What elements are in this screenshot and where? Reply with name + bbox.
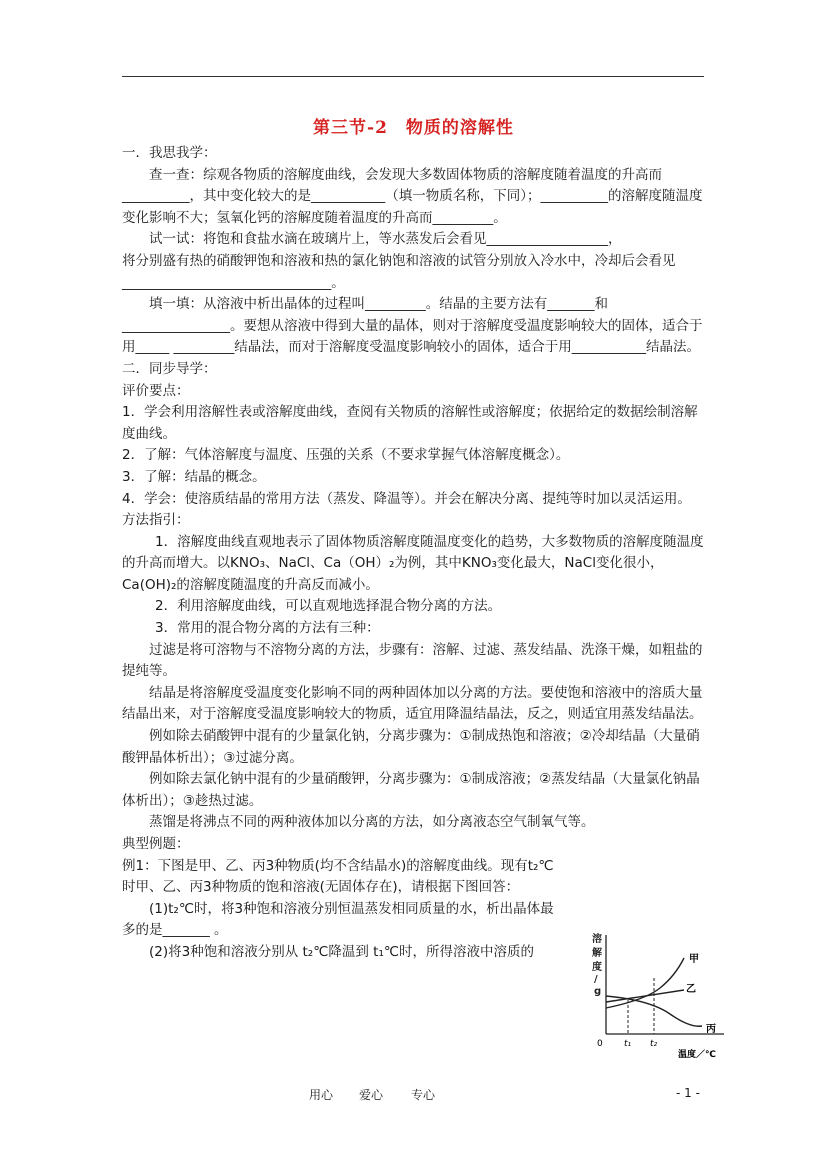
origin-label: 0 xyxy=(597,1039,603,1049)
paragraph: 过滤是将可溶物与不溶物分离的方法，步骤有：溶解、过滤、蒸发结晶、洗涤干燥，如粗盐的提纯等。 xyxy=(122,641,703,680)
list-item: 3．了解：结晶的概念。 xyxy=(122,468,266,485)
paragraph: 例如除去硝酸钾中混有的少量氯化钠，分离步骤为：①制成热饱和溶液；②冷却结晶（大量硝酸钾晶体析出）；③过滤分离。 xyxy=(122,728,700,766)
footer-text: 专心 xyxy=(411,1088,436,1102)
y-label-char: g xyxy=(594,986,602,997)
question-part: (1)t₂℃时，将3种饱和溶液分别恒温蒸发相同质量的水，析出晶体最多的是_______ 。 xyxy=(122,900,554,939)
subheading: 典型例题： xyxy=(122,836,190,852)
section-heading: 二．同步导学： xyxy=(122,360,217,377)
paragraph: 蒸馏是将沸点不同的两种液体加以分离的方法，如分离液态空气制氧气等。 xyxy=(149,814,595,831)
paragraph: 结晶是将溶解度受温度变化影响不同的两种固体加以分离的方法。要使饱和溶液中的溶质大量结晶出来，对于溶解度受温度影响较大的物质，适宜用降温结晶法，反之，则适宜用蒸发结晶法。 xyxy=(122,684,703,723)
page-title: 第三节-2 物质的溶解性 xyxy=(313,118,514,138)
question-part: (2)将3种饱和溶液分别从 t₂℃降温到 t₁℃时，所得溶液中溶质的 xyxy=(149,943,535,960)
subheading: 方法指引： xyxy=(122,512,190,529)
tick-t1: t₁ xyxy=(624,1039,632,1049)
y-axis-label xyxy=(592,932,603,997)
series-label-yi: 乙 xyxy=(686,984,696,995)
series-label-bing: 丙 xyxy=(706,1024,716,1035)
series-label-jia: 甲 xyxy=(689,954,699,965)
solubility-curve-figure xyxy=(590,930,730,1065)
paragraph: 填一填：从溶液中析出晶体的过程叫_________。结晶的主要方法有_______和________________。要想从溶液中得到大量的晶体，则对于溶解度受温度影响较大的固体，适合于用_____ _________结晶法，而对于溶解度受温度影响较小的固体，适合于用___________结晶法。 xyxy=(122,296,703,356)
y-label-char: 度 xyxy=(592,962,602,973)
example-question: 例1：下图是甲、乙、丙3种物质(均不含结晶水)的溶解度曲线。现有t₂℃时甲、乙、丙3种物质的饱和溶液(无固体存在)，请根据下图回答： xyxy=(122,857,554,896)
y-label-char: / xyxy=(594,974,598,985)
paragraph: 查一查：综观各物质的溶解度曲线，会发现大多数固体物质的溶解度随着温度的升高而__________，其中变化较大的是___________（填一物质名称，下同）；__________的溶解度随温度变化影响不大；氢氧化钙的溶解度随着温度的升高而_________。 xyxy=(122,166,703,226)
header-rule xyxy=(122,76,704,77)
section-heading: 一．我思我学： xyxy=(122,145,217,161)
footer-text: 爱心 xyxy=(359,1088,384,1102)
y-label-char: 解 xyxy=(592,948,602,959)
document-body xyxy=(122,143,708,964)
list-item: 2．了解：气体溶解度与温度、压强的关系（不要求掌握气体溶解度概念）。 xyxy=(122,447,570,464)
subheading: 评价要点： xyxy=(122,382,190,399)
paragraph: 1．溶解度曲线直观地表示了固体物质溶解度随温度变化的趋势，大多数物质的溶解度随温度的升高而增大。以KNO₃、NaCl、Ca（OH）₂为例，其中KNO₃变化最大，NaCl变化很小，Ca(OH)₂的溶解度随温度的升高反而减小。 xyxy=(122,533,704,593)
footer-text: 用心 xyxy=(309,1088,334,1102)
list-item: 1．学会利用溶解性表或溶解度曲线，查阅有关物质的溶解性或溶解度；依据给定的数据绘制溶解度曲线。 xyxy=(122,404,698,442)
paragraph: 例如除去氯化钠中混有的少量硝酸钾，分离步骤为：①制成溶液；②蒸发结晶（大量氯化钠晶体析出）；③趁热过滤。 xyxy=(122,771,700,809)
tick-t2: t₂ xyxy=(650,1039,658,1049)
y-label-char: 溶 xyxy=(592,934,602,945)
paragraph: 2．利用溶解度曲线，可以直观地选择混合物分离的方法。 xyxy=(155,598,502,615)
paragraph: 3．常用的混合物分离的方法有三种： xyxy=(155,620,380,637)
page-number: - 1 - xyxy=(676,1086,700,1100)
list-item: 4．学会：使溶质结晶的常用方法（蒸发、降温等）。并会在解决分离、提纯等时加以灵活运用。 xyxy=(122,490,691,507)
x-axis-label: 温度／℃ xyxy=(678,1050,716,1060)
paragraph: 试一试：将饱和食盐水滴在玻璃片上，等水蒸发后会看见__________________， xyxy=(149,231,622,248)
curve-yi xyxy=(606,990,684,1002)
paragraph: 将分别盛有热的硝酸钾饱和溶液和热的氯化钠饱和溶液的试管分别放入冷水中，冷却后会看见_______________________________。 xyxy=(122,252,676,291)
